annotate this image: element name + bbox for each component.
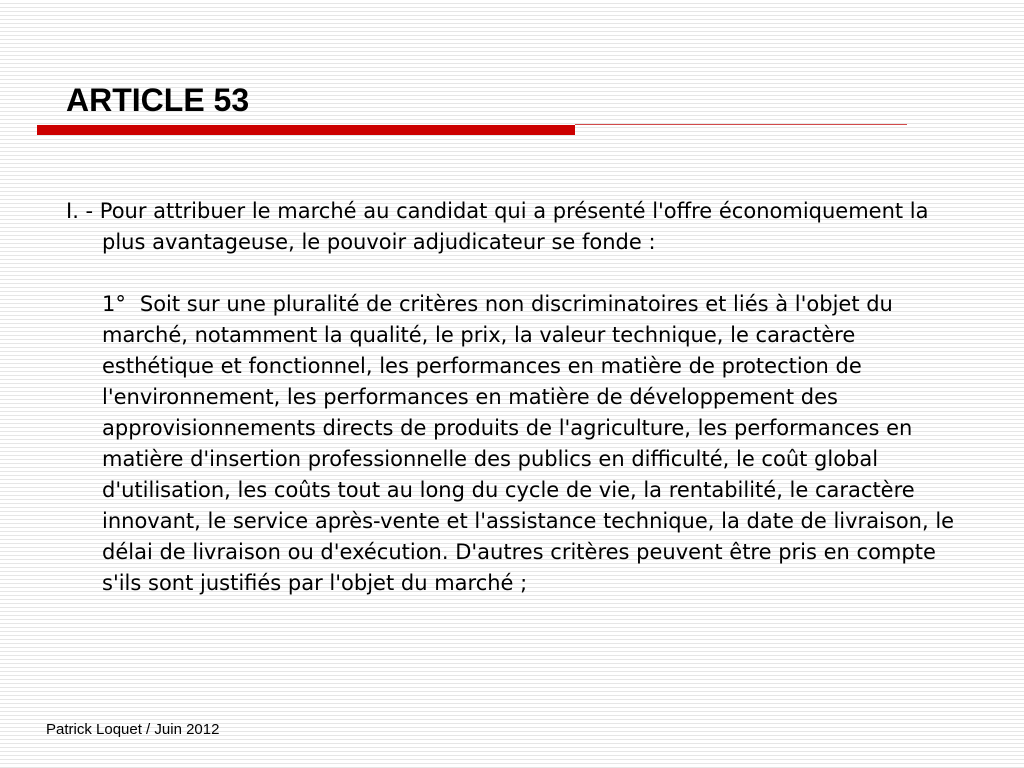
slide-title: ARTICLE 53 — [66, 82, 250, 118]
list-item — [102, 289, 962, 599]
title-underline-thin — [575, 124, 907, 125]
slide-footer: Patrick Loquet / Juin 2012 — [46, 721, 220, 738]
title-underline-bar — [37, 125, 575, 135]
slide-body — [66, 196, 966, 599]
item-text: Soit sur une pluralité de critères non discriminatoires et liés à l'objet du marché, notamment la qualité, le prix, la valeur technique, le caractère esthétique et fonctionnel, les performances en matière de protection de l'environnement, les performances en matière de développement des approvisionnements directs de produits de l'agriculture, les performances en matière d'insertion professionnelle des publics en difficulté, le coût global d'utilisation, les coûts tout au long du cycle de vie, la rentabilité, le caractère innovant, le service après-vente et l'assistance technique, la date de livraison, le délai de livraison ou d'exécution. D'autres critères peuvent être pris en compte s'ils sont justifiés par l'objet du marché ; — [102, 292, 955, 595]
intro-paragraph: I. - Pour attribuer le marché au candidat qui a présenté l'offre économiquement la plus avantageuse, le pouvoir adjudicateur se fonde : — [66, 199, 929, 254]
item-number: 1° — [102, 292, 126, 316]
